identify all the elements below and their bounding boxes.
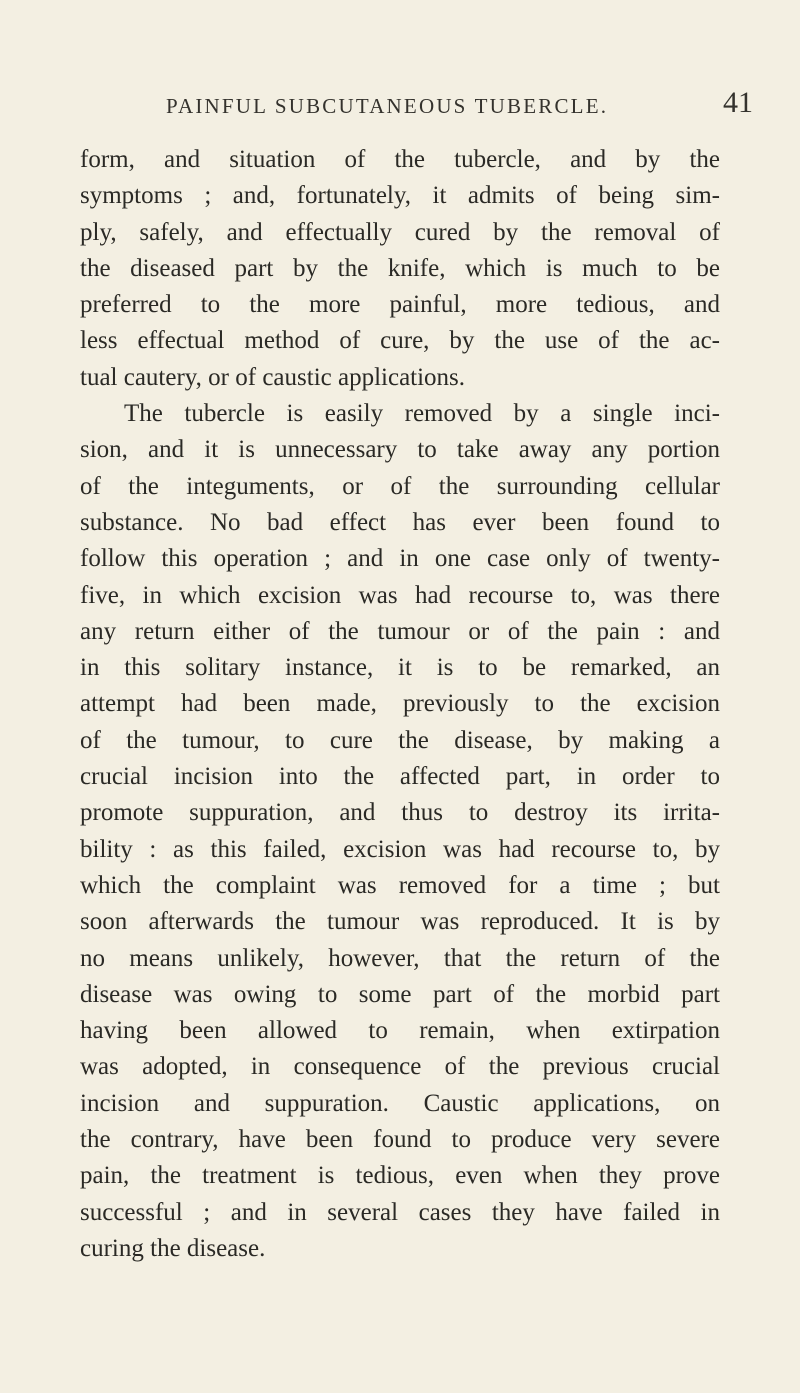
text-line: ply, safely, and effectually cured by the removal of xyxy=(80,218,720,246)
text-line: attempt had been made, previously to the excision xyxy=(80,690,720,718)
text-line: symptoms ; and, fortunately, it admits of being sim- xyxy=(80,182,720,210)
text-line: of the tumour, to cure the disease, by making a xyxy=(80,726,720,754)
text-line: less effectual method of cure, by the use of the ac- xyxy=(80,327,720,355)
running-header xyxy=(166,86,766,126)
text-line: soon afterwards the tumour was reproduced. It is by xyxy=(80,908,720,936)
body-text xyxy=(80,142,720,1267)
text-line: follow this operation ; and in one case only of twenty- xyxy=(80,545,720,573)
text-line: was adopted, in consequence of the previous crucial xyxy=(80,1053,720,1081)
text-line: preferred to the more painful, more tedious, and xyxy=(80,291,720,319)
text-line: having been allowed to remain, when extirpation xyxy=(80,1017,720,1045)
text-line: no means unlikely, however, that the return of the xyxy=(80,944,720,972)
text-line: tual cautery, or of caustic applications. xyxy=(80,363,466,391)
text-line: disease was owing to some part of the morbid part xyxy=(80,980,720,1008)
text-line: sion, and it is unnecessary to take away any portion xyxy=(80,436,720,464)
text-line: in this solitary instance, it is to be remarked, an xyxy=(80,654,720,682)
text-line: the contrary, have been found to produce very severe xyxy=(80,1126,720,1154)
text-line: which the complaint was removed for a time ; but xyxy=(80,871,720,899)
text-line: crucial incision into the affected part, in order to xyxy=(80,763,720,791)
text-line: incision and suppuration. Caustic applications, on xyxy=(80,1089,720,1117)
text-line: the diseased part by the knife, which is much to be xyxy=(80,254,720,282)
text-line: The tubercle is easily removed by a single inci- xyxy=(124,400,720,428)
text-line: five, in which excision was had recourse to, was there xyxy=(80,581,720,609)
page-number: 41 xyxy=(723,86,753,119)
text-line: form, and situation of the tubercle, and by the xyxy=(80,146,720,173)
text-line: pain, the treatment is tedious, even when they prove xyxy=(80,1162,720,1190)
text-line: curing the disease. xyxy=(80,1234,266,1262)
text-line: any return either of the tumour or of the pain : and xyxy=(80,617,720,645)
text-line: promote suppuration, and thus to destroy its irrita- xyxy=(80,799,720,827)
text-line: successful ; and in several cases they have failed in xyxy=(80,1198,720,1226)
text-line: of the integuments, or of the surrounding cellular xyxy=(80,472,720,500)
text-line: substance. No bad effect has ever been found to xyxy=(80,508,720,536)
running-title: PAINFUL SUBCUTANEOUS TUBERCLE. xyxy=(166,94,609,118)
text-line: bility : as this failed, excision was had recourse to, by xyxy=(80,835,720,863)
